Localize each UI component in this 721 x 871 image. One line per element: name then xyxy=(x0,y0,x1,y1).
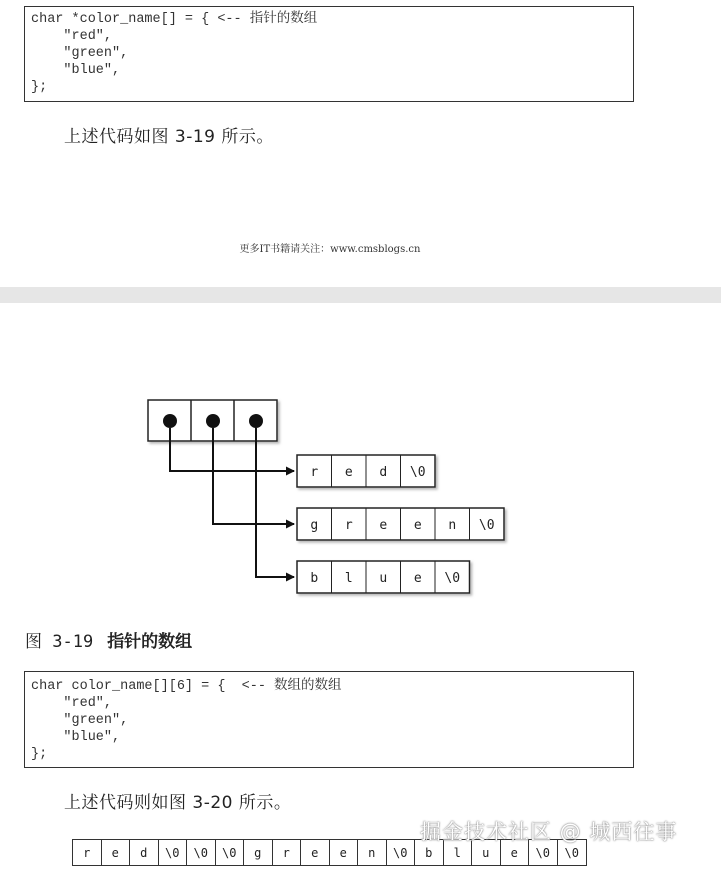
code-block-array-of-arrays xyxy=(24,671,634,768)
array-cell: \0 xyxy=(216,840,245,865)
array-cell: e xyxy=(330,840,359,865)
code-line: char *color_name[] = { <-- 指针的数组 xyxy=(31,12,318,27)
paragraph-figure-ref-3-20: 上述代码则如图 3-20 所示。 xyxy=(64,793,292,813)
figure-caption xyxy=(25,627,192,652)
array-cell: \0 xyxy=(159,840,188,865)
footer-note: 更多IT书籍请关注：www.cmsblogs.cn xyxy=(239,244,421,255)
pointer-arrow-2 xyxy=(256,428,294,577)
code-line: "red", xyxy=(31,696,113,711)
array-cell: e xyxy=(301,840,330,865)
string-char: n xyxy=(448,518,457,533)
string-char: u xyxy=(379,571,388,586)
code-line: "green", xyxy=(31,713,129,728)
code-line: "blue", xyxy=(31,730,121,745)
array-cell: e xyxy=(102,840,131,865)
code-line: }; xyxy=(31,80,48,95)
array-cell: b xyxy=(415,840,444,865)
string-char: r xyxy=(344,518,353,533)
code-line: }; xyxy=(31,747,48,762)
string-box-2 xyxy=(297,561,470,593)
watermark: 掘金技术社区 @ 城西往事 xyxy=(420,820,678,844)
string-char: d xyxy=(379,465,388,480)
code-line: "blue", xyxy=(31,63,121,78)
paragraph-figure-ref-3-19: 上述代码如图 3-19 所示。 xyxy=(64,127,274,147)
pointer-dot-1 xyxy=(206,414,220,428)
array-cell: n xyxy=(358,840,387,865)
array-cell: \0 xyxy=(187,840,216,865)
array-cell: d xyxy=(130,840,159,865)
string-char: e xyxy=(413,518,422,533)
string-char: e xyxy=(344,465,353,480)
string-char: g xyxy=(310,518,319,533)
string-char: e xyxy=(379,518,388,533)
string-char: r xyxy=(310,465,319,480)
string-char: l xyxy=(344,571,353,586)
string-char: \0 xyxy=(444,571,461,586)
code-block-pointer-array xyxy=(24,6,634,102)
array-cell: \0 xyxy=(387,840,416,865)
array-cell: e xyxy=(501,840,530,865)
code-line: "red", xyxy=(31,29,113,44)
array-cell: \0 xyxy=(564,845,579,860)
pointer-dot-0 xyxy=(163,414,177,428)
string-boxes xyxy=(297,455,504,593)
array-cell: r xyxy=(73,840,102,865)
array-cell: g xyxy=(244,840,273,865)
code-line: "green", xyxy=(31,46,129,61)
string-box-0 xyxy=(297,455,435,487)
array-cell: l xyxy=(444,840,473,865)
string-char: \0 xyxy=(409,465,426,480)
array-cell: u xyxy=(472,840,501,865)
string-char: \0 xyxy=(478,518,495,533)
figure-caption-number: 图 3-19 xyxy=(25,632,94,652)
string-char: e xyxy=(413,571,422,586)
array-cell: \0 xyxy=(529,840,558,865)
figure-caption-title: 指针的数组 xyxy=(107,632,193,652)
pointer-arrow-1 xyxy=(213,428,294,524)
code-line: char color_name[][6] = { <-- 数组的数组 xyxy=(31,679,342,694)
pointer-dot-2 xyxy=(249,414,263,428)
figure-pointer-array-diagram xyxy=(0,300,721,620)
array-cell: r xyxy=(273,840,302,865)
string-box-1 xyxy=(297,508,504,540)
string-char: b xyxy=(310,571,319,586)
